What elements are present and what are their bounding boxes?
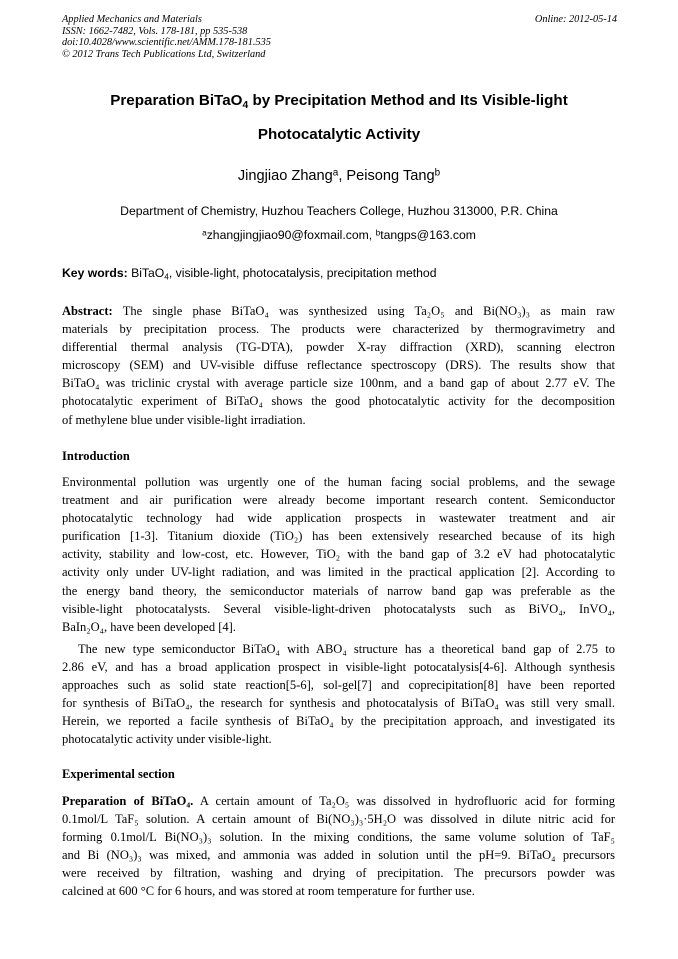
text-line: BaIn₂O₄, have been developed [4]. bbox=[62, 619, 236, 634]
section-heading-experimental: Experimental section bbox=[62, 767, 175, 781]
paper-title-line-1: Preparation BiTaO$_4$ by Precipitation Method and Its Visible-light bbox=[110, 92, 568, 111]
issn-line: ISSN: 1662-7482, Vols. 178-181, pp 535-538 bbox=[62, 25, 248, 37]
text-line: the energy band theory, the semiconductor materials of narrow band gap was preferable as the bbox=[62, 583, 615, 598]
abstract-line: microscopy (SEM) and UV-visible diffuse reflectance spectroscopy (DRS). The results show that bbox=[62, 358, 615, 373]
author-2: Peisong Tang bbox=[346, 168, 435, 184]
text-line: approaches such as solid state reaction[5-6], sol-gel[7] and coprecipitation[8] have been reported bbox=[62, 678, 615, 693]
abstract-line: photocatalytic experiment of BiTaO₄ shows the good photocatalytic activity for the decomposition bbox=[62, 394, 615, 409]
text-line: activity, stability and low-cost, etc. However, TiO₂ with the band gap of 3.2 eV had photocatalytic bbox=[62, 547, 615, 562]
affiliation: Department of Chemistry, Huzhou Teachers College, Huzhou 313000, P.R. China bbox=[120, 204, 558, 218]
text-line: Environmental pollution was urgently one of the human facing social problems, and the sewage bbox=[62, 475, 615, 489]
email-a[interactable]: zhangjingjiao90@foxmail.com, bbox=[206, 228, 376, 242]
text-line: The new type semiconductor BiTaO₄ with ABO₄ structure has a theoretical band gap of 2.75 to bbox=[78, 642, 615, 656]
text-line: 0.1mol/L TaF₅ solution. A certain amount of Bi(NO₃)₃·5H₂O was dissolved in dilute nitric acid for bbox=[62, 812, 615, 827]
subsection-label: Preparation of BiTaO₄. bbox=[62, 794, 194, 808]
text-line: photocatalytic activity under visible-light. bbox=[62, 732, 272, 747]
abstract bbox=[62, 302, 615, 429]
experimental-paragraph bbox=[62, 792, 615, 901]
text-line: forming 0.1mol/L Bi(NO₃)₃ solution. In the mixing conditions, the same volume solution of TaF₅ bbox=[62, 830, 615, 845]
abstract-line: of methylene blue under visible-light irradiation. bbox=[62, 412, 306, 427]
journal-header bbox=[62, 14, 617, 60]
keywords-label: Key words: bbox=[62, 266, 128, 280]
abstract-line: Abstract: The single phase BiTaO₄ was synthesized using Ta₂O₅ and Bi(NO₃)₃ as main raw bbox=[62, 304, 615, 318]
text-line: Preparation of BiTaO₄. A certain amount of Ta₂O₅ was dissolved in hydrofluoric acid for forming bbox=[62, 794, 615, 808]
paper-title-line-2: Photocatalytic Activity bbox=[257, 126, 421, 143]
text-line: and Bi (NO₃)₃ was mixed, and ammonia was added in solution until the pH=9. BiTaO₄ precursors bbox=[62, 848, 615, 863]
text-line: calcined at 600 °C for 6 hours, and was stored at room temperature for further use. bbox=[62, 884, 475, 899]
text-line: treatment and air purification were already become important research content. Semiconductor bbox=[62, 493, 615, 508]
text-line: for synthesis of BiTaO₄, the research for synthesis and photocatalysis of BiTaO₄ was still very small. bbox=[62, 696, 615, 711]
copyright-line: © 2012 Trans Tech Publications Ltd, Switzerland bbox=[62, 48, 266, 60]
introduction-paragraph-1 bbox=[62, 473, 615, 636]
text-line: activity only under UV-light radiation, and was limited in the practical application [2]. According to bbox=[62, 565, 615, 580]
email-b[interactable]: tangps@163.com bbox=[380, 228, 476, 242]
text-line: photocatalytic technology had wide application prospects in wastewater treatment and air bbox=[62, 511, 615, 526]
introduction-paragraph-2 bbox=[62, 640, 615, 749]
abstract-line: differential thermal analysis (TG-DTA), powder X-ray diffraction (XRD), scanning electron bbox=[62, 340, 615, 355]
section-heading-introduction: Introduction bbox=[62, 449, 130, 463]
abstract-line: materials by precipitation process. The products were characterized by thermogravimetry and bbox=[62, 322, 615, 337]
doi-line: doi:10.4028/www.scientific.net/AMM.178-181.535 bbox=[62, 37, 271, 49]
author-list: Jingjiao Zhang$^a$, Peisong Tang$^b$ bbox=[237, 167, 441, 184]
author-emails: $^a$zhangjingjiao90@foxmail.com, $^b$tangps@163.com bbox=[202, 227, 476, 242]
online-date: Online: 2012-05-14 bbox=[534, 14, 617, 25]
text-line: 2.86 eV, and has a broad application prospect in visible-light potocatalysis[4-6]. Although synthesis bbox=[62, 660, 615, 675]
text-line: were received by filtration, washing and drying of precipitation. The precursors powder was bbox=[62, 866, 615, 881]
journal-name: Applied Mechanics and Materials bbox=[62, 14, 202, 25]
abstract-line: BiTaO₄ was triclinic crystal with average particle size 100nm, and a band gap of about 2.77 eV. The bbox=[62, 376, 615, 391]
keywords: Key words: BiTaO$_4$, visible-light, photocatalysis, precipitation method bbox=[62, 266, 437, 282]
text-line: visible-light photocatalysts. Several visible-light-driven photocatalysts such as BiVO₄, InVO₄, bbox=[62, 601, 615, 616]
text-line: purification [1-3]. Titanium dioxide (TiO₂) has been extensively researched because of its high bbox=[62, 529, 615, 544]
text-line: Herein, we reported a facile synthesis of BiTaO₄ by the precipitation approach, and investigated its bbox=[62, 714, 615, 729]
author-1: Jingjiao Zhang bbox=[237, 168, 333, 184]
